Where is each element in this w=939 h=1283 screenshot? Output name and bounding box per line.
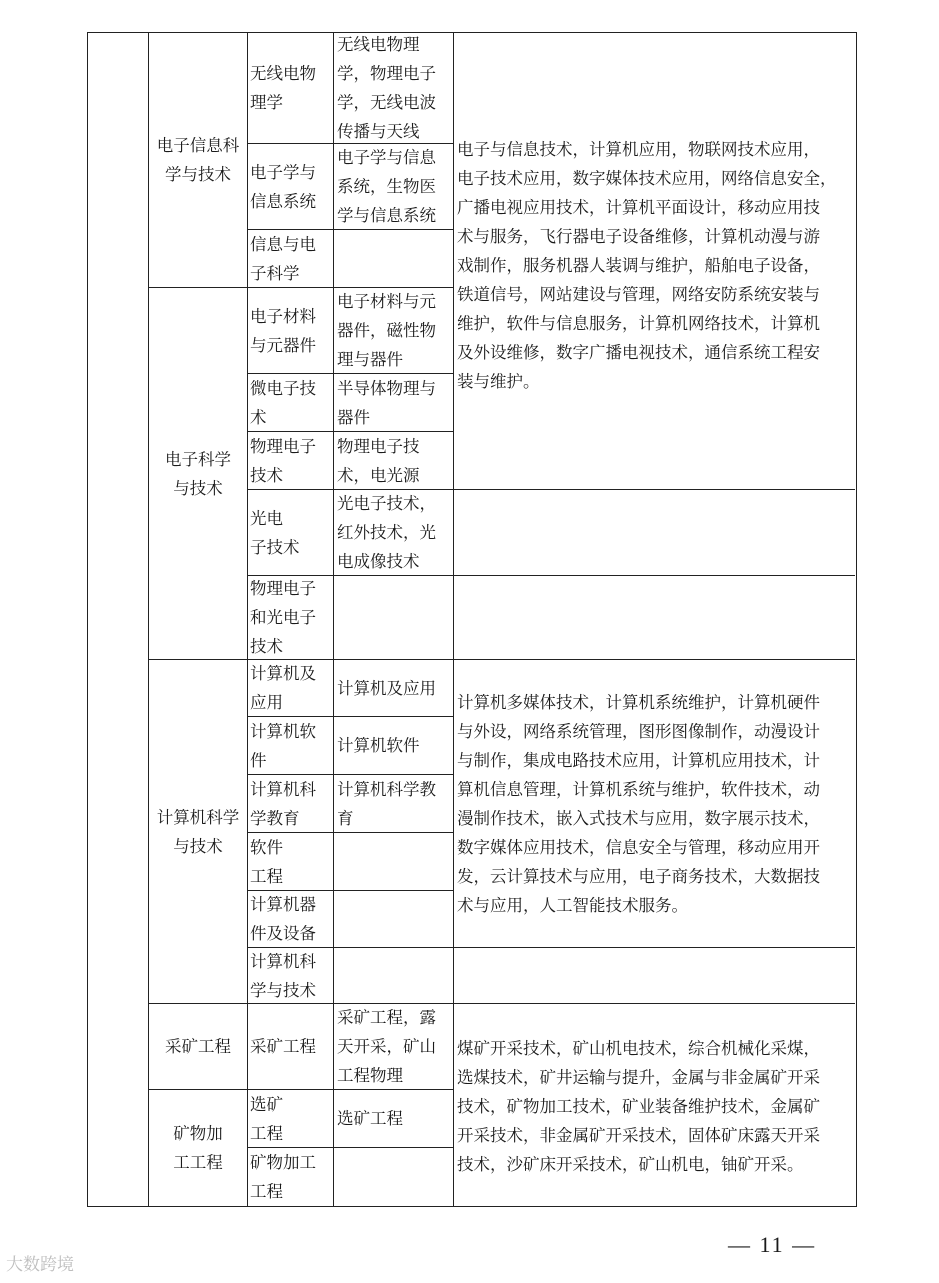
discipline-cell: 电子科学 与技术: [165, 449, 231, 498]
major-cell: 电子材料 与元器件: [250, 306, 316, 355]
direction-cell: [337, 1148, 453, 1205]
direction-cell: 计算机及应用: [337, 678, 436, 698]
direction-cell: [337, 891, 453, 947]
discipline-cell: 电子信息科 学与技术: [156, 135, 240, 184]
major-cell: 电子学与 信息系统: [250, 162, 316, 211]
major-cell: 信息与电 子科学: [250, 234, 316, 283]
major-cell: 计算机科 学与技术: [250, 951, 316, 1000]
major-cell: 计算机科 学教育: [250, 779, 316, 828]
major-cell: 矿物加工 工程: [250, 1152, 316, 1201]
vocational-cell: 计算机多媒体技术，计算机系统维护，计算机硬件 与外设，网络系统管理，图形图像制作，动漫设计 与制作，集成电路技术应用，计算机应用技术，计 算机信息管理，计算机系统与维护，软件技术，动 漫制作技术，嵌入式技术与应用，数字展示技术， 数字媒体应用技术，信息安全与管理，移动应用开 发，云计算技术与应用，电子商务技术，大数据技 术与应用，人工智能技术服务。: [457, 692, 820, 915]
vocational-cell: [457, 948, 855, 1003]
direction-cell: 选矿工程: [337, 1109, 403, 1128]
direction-cell: 电子材料与元 器件，磁性物 理与器件: [337, 292, 436, 369]
major-cell: 微电子技 术: [250, 378, 316, 427]
discipline-cell: 计算机科学 与技术: [156, 807, 240, 856]
discipline-cell: 矿物加 工工程: [173, 1123, 223, 1172]
major-cell: 计算机器 件及设备: [250, 895, 316, 943]
direction-cell: 光电子技术， 红外技术，光 电成像技术: [337, 494, 436, 571]
direction-cell: 无线电物理 学，物理电子 学，无线电波 传播与天线: [337, 34, 436, 141]
major-cell: 光电 子技术: [250, 508, 300, 557]
major-cell: 计算机及 应用: [250, 664, 316, 712]
col-divider-4: [453, 32, 454, 1206]
page-number: — 11 —: [728, 1232, 817, 1257]
direction-cell: 电子学与信息 系统，生物医 学与信息系统: [337, 148, 436, 225]
discipline-cell: 采矿工程: [165, 1037, 231, 1056]
major-cell: 物理电子 和光电子 技术: [250, 579, 316, 656]
direction-cell: [337, 576, 453, 659]
direction-cell: 计算机科学教 育: [337, 779, 436, 828]
major-cell: 计算机软 件: [250, 721, 316, 770]
vocational-cell: [457, 490, 855, 575]
direction-cell: [337, 833, 453, 890]
direction-cell: 计算机软件: [337, 736, 420, 755]
major-cell: 无线电物 理学: [250, 63, 316, 112]
major-cell: 选矿 工程: [250, 1094, 283, 1143]
direction-cell: 半导体物理与 器件: [337, 378, 436, 427]
vocational-cell: 电子与信息技术，计算机应用，物联网技术应用， 电子技术应用，数字媒体技术应用，网络信息安全， 广播电视应用技术，计算机平面设计，移动应用技 术与服务，飞行器电子设备维修，计算机动漫与游 戏制作，服务机器人装调与维护，船舶电子设备， 铁道信号，网站建设与管理，网络安防系统安装与 维护，软件与信息服务，计算机网络技术，计算机 及外设维修，数字广播电视技术，通信系统工程安 装与维护。: [457, 140, 837, 391]
direction-cell: 采矿工程，露 天开采，矿山 工程物理: [337, 1008, 436, 1085]
direction-cell: [337, 230, 453, 287]
vocational-cell: [457, 576, 855, 659]
major-cell: 采矿工程: [250, 1037, 316, 1056]
vocational-cell: 煤矿开采技术，矿山机电技术，综合机械化采煤， 选煤技术，矿井运输与提升，金属与非金属矿开采 技术，矿物加工技术，矿业装备维护技术，金属矿 开采技术，非金属矿开采技术，固体矿床露天开采 技术，沙矿床开采技术，矿山机电，铀矿开采。: [457, 1039, 820, 1174]
direction-cell: [337, 948, 453, 1003]
col-divider-2: [247, 32, 248, 1206]
direction-cell: 物理电子技 术，电光源: [337, 436, 420, 485]
watermark-logo: 大数跨境: [6, 1255, 74, 1275]
col-divider-3: [333, 32, 334, 1206]
major-cell: 物理电子 技术: [250, 436, 316, 485]
major-cell: 软件 工程: [250, 837, 283, 886]
